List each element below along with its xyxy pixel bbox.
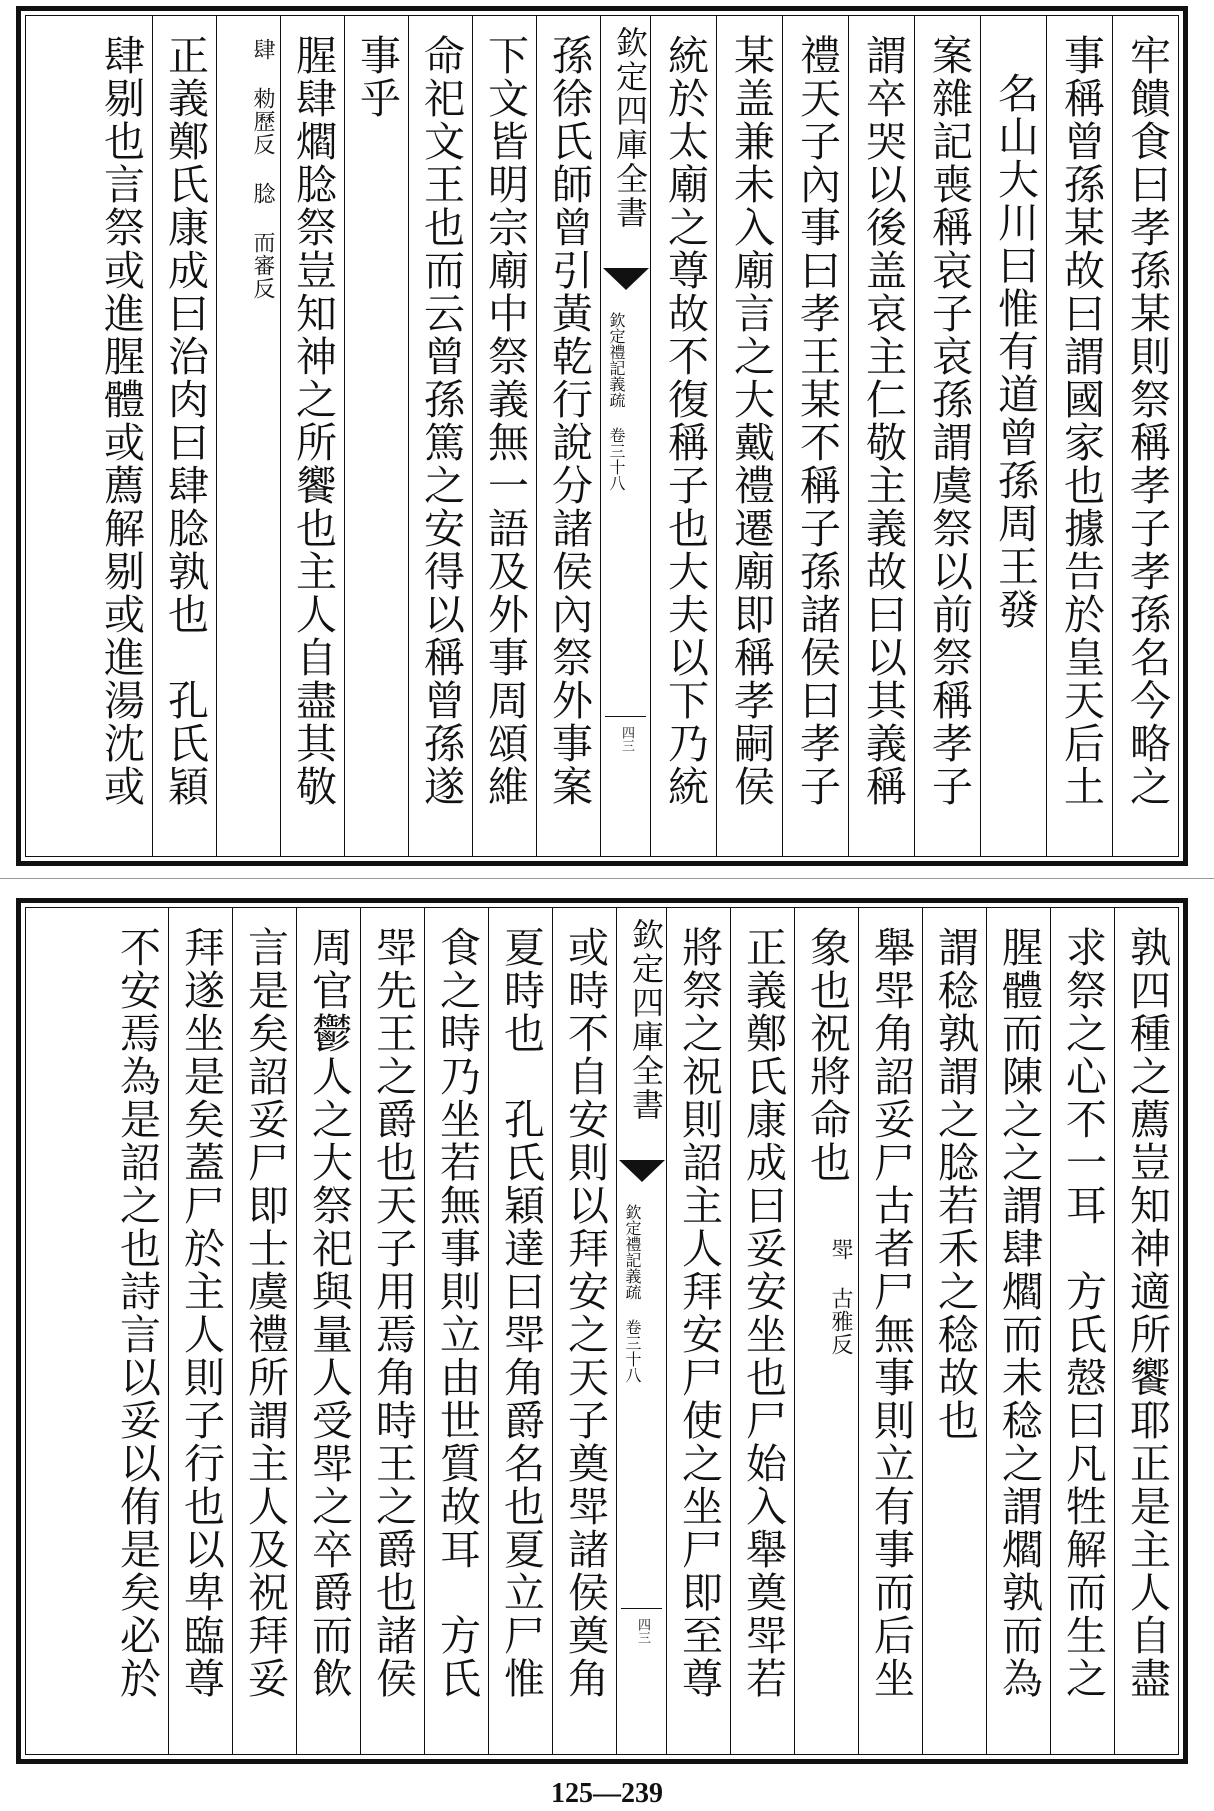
- text-column: [232, 908, 296, 1754]
- text-column: [472, 16, 536, 856]
- column-text: 正義鄭氏康成曰妥安坐也尸始入舉奠斝若: [739, 926, 787, 1700]
- text-column: [98, 908, 168, 1754]
- text-column: [1046, 16, 1112, 856]
- volume-label: 欽定禮記義疏 卷三十八: [607, 312, 626, 491]
- leaf-number: 四三: [619, 726, 634, 752]
- column-text: 名山大川曰惟有道曾孫周王發: [991, 72, 1039, 631]
- leaf-rule: [621, 1608, 662, 1609]
- text-column: [1050, 908, 1114, 1754]
- column-text: 腥肆爓腍祭豈知神之所饗也主人自盡其敬: [289, 34, 337, 808]
- volume-label: 欽定禮記義疏 卷三十八: [623, 1204, 642, 1383]
- column-text: 案雜記喪稱哀子哀孫謂虞祭以前祭稱孝子: [925, 34, 973, 808]
- text-column: [360, 908, 424, 1754]
- text-column: [1114, 908, 1178, 1754]
- column-text: 或時不自安則以拜安之天子奠斝諸侯奠角: [561, 926, 609, 1700]
- text-column: [980, 16, 1046, 856]
- column-text: 孫徐氏師曾引黃乾行說分諸侯內祭外事案: [545, 34, 593, 808]
- text-column: [216, 16, 280, 856]
- page-separator: [0, 878, 1214, 879]
- column-text: 事稱曾孫某故曰謂國家也據告於皇天后土: [1057, 34, 1105, 808]
- column-text: 某盖兼未入廟言之大戴禮遷廟即稱孝嗣侯: [727, 34, 775, 808]
- inner-frame: [25, 907, 1179, 1755]
- fishtail-mark: [619, 1160, 664, 1192]
- lower-page: [16, 898, 1188, 1764]
- fishtail-mark: [603, 268, 648, 300]
- inner-frame: [25, 15, 1179, 857]
- text-column: [536, 16, 600, 856]
- column-text: 謂稔孰謂之腍若禾之稔故也: [931, 926, 979, 1442]
- column-text: 求祭之心不一耳 方氏慤曰凡牲解而生之: [1059, 926, 1107, 1700]
- upper-page: [16, 6, 1188, 866]
- column-text: 周官鬱人之大祭祀與量人受斝之卒爵而飲: [305, 926, 353, 1700]
- text-column: [914, 16, 980, 856]
- text-column: [408, 16, 472, 856]
- text-column: [922, 908, 986, 1754]
- column-text: 統於太廟之尊故不復稱子也大夫以下乃統: [661, 34, 709, 808]
- text-column: [666, 908, 730, 1754]
- center-fold-column: [600, 16, 650, 856]
- column-text: 事乎: [353, 34, 401, 120]
- text-column: [488, 908, 552, 1754]
- text-column: [82, 16, 152, 856]
- text-column: [650, 16, 716, 856]
- column-text: 謂卒哭以後盖哀主仁敬主義故曰以其義稱: [859, 34, 907, 808]
- column-text: 牢饋食曰孝孫某則祭稱孝子孝孫名今略之: [1123, 34, 1171, 808]
- text-column: [552, 908, 616, 1754]
- book-title: 欽定四庫全書: [611, 26, 649, 230]
- text-column: [424, 908, 488, 1754]
- column-text: 斝先王之爵也天子用焉角時王之爵也諸侯: [369, 926, 417, 1700]
- text-column: [152, 16, 216, 856]
- text-column: [848, 16, 914, 856]
- column-text: 言是矣詔妥尸即士虞禮所謂主人及祝拜妥: [241, 926, 289, 1700]
- column-grid: [26, 908, 1178, 1754]
- column-text: 將祭之祝則詔主人拜安尸使之坐尸即至尊: [675, 926, 723, 1700]
- column-text: 食之時乃坐若無事則立由世質故耳 方氏: [433, 926, 481, 1700]
- column-text: 拜遂坐是矣蓋尸於主人則子行也以卑臨尊: [177, 926, 225, 1700]
- text-column: [168, 908, 232, 1754]
- column-text: 命祀文王也而云曾孫篤之安得以稱曾孫遂: [417, 34, 465, 808]
- column-text: 禮天子內事曰孝王某不稱子孫諸侯曰孝子: [793, 34, 841, 808]
- text-column: [794, 908, 858, 1754]
- text-column: [716, 16, 782, 856]
- text-column: [296, 908, 360, 1754]
- text-column: [344, 16, 408, 856]
- column-text: 夏時也 孔氏穎達曰斝角爵名也夏立尸惟: [497, 926, 545, 1700]
- leaf-rule: [605, 716, 646, 717]
- text-column: [730, 908, 794, 1754]
- text-column: [858, 908, 922, 1754]
- text-column: [782, 16, 848, 856]
- page-number: 125—239: [551, 1778, 663, 1809]
- book-title: 欽定四庫全書: [627, 918, 665, 1122]
- column-text: 正義鄭氏康成曰治肉曰肆腍孰也 孔氏穎: [161, 34, 209, 808]
- annotation-note: 肆 勑歷反 腍 而審反: [250, 38, 275, 300]
- column-text: 下文皆明宗廟中祭義無一語及外事周頌維: [481, 34, 529, 808]
- leaf-number: 四三: [635, 1618, 650, 1644]
- column-text: 腥體而陳之之謂肆爓而未稔之謂爓孰而為: [995, 926, 1043, 1700]
- text-column: [986, 908, 1050, 1754]
- column-grid: [26, 16, 1178, 856]
- annotation-note: 斝 古雅反: [828, 1238, 853, 1356]
- column-text: 象也祝將命也: [803, 926, 851, 1184]
- text-column: [280, 16, 344, 856]
- column-text: 肆剔也言祭或進腥體或薦解剔或進湯沈或: [97, 34, 145, 808]
- column-text: 不安焉為是詔之也詩言以妥以侑是矣必於: [113, 926, 161, 1700]
- column-text: 舉斝角詔妥尸古者尸無事則立有事而后坐: [867, 926, 915, 1700]
- center-fold-column: [616, 908, 666, 1754]
- column-text: 孰四種之薦豈知神適所饗耶正是主人自盡: [1123, 926, 1171, 1700]
- text-column: [1112, 16, 1178, 856]
